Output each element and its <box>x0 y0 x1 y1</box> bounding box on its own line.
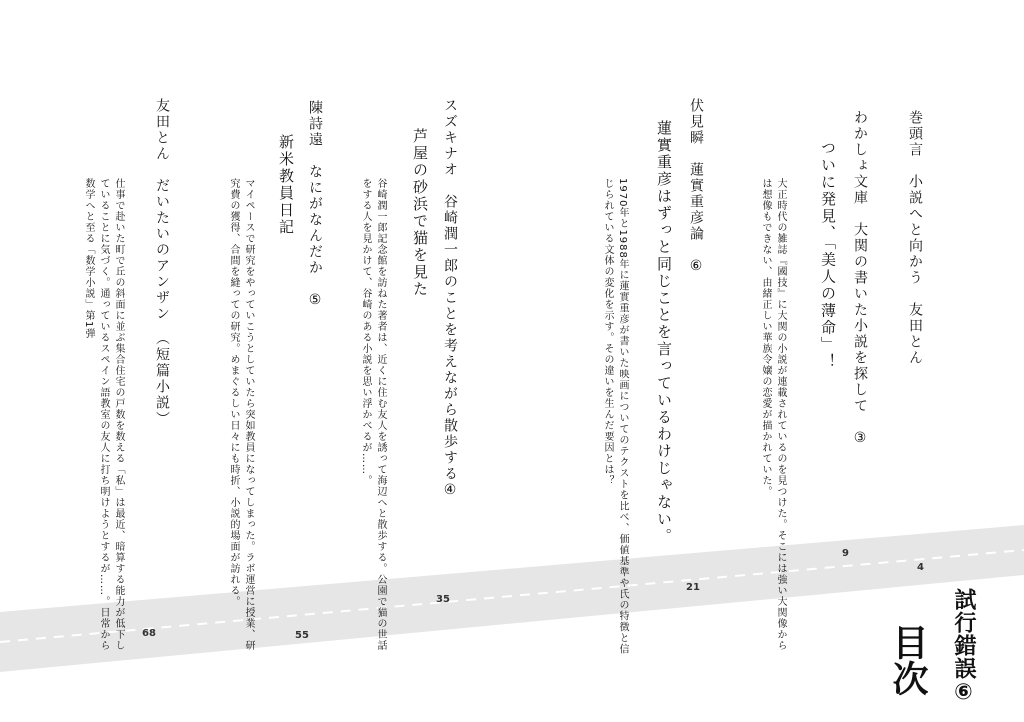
toc-entry-description: 仕事で赴いた町で丘の斜面に並ぶ集合住宅の戸数を数える「私」は最近、暗算する能力が低下していることに気づく。通っているスペイン語教室の友人に打ち明けようとするが……。日常から数学へと至る「数学小説」第1弾 <box>83 178 124 651</box>
page-number: 55 <box>295 630 309 641</box>
page-number: 68 <box>142 628 156 639</box>
page-number: 21 <box>686 582 700 593</box>
toc-entry-title[interactable]: 芦屋の砂浜で猫を見た <box>411 128 429 298</box>
toc-entry-foreword[interactable]: 巻頭言 小説へと向かう 友田とん <box>907 110 923 366</box>
toc-entry-title[interactable]: 蓮實重彦はずっと同じことを言っているわけじゃない。 <box>655 120 673 545</box>
toc-entry-title[interactable]: 新米教員日記 <box>277 134 295 236</box>
issue-title: 試行錯誤⑥ <box>951 588 976 706</box>
toc-entry-author-line[interactable]: 陳詩遠 なにがなんだか ⑤ <box>307 100 323 310</box>
toc-entry-author-line[interactable]: わかしょ文庫 大関の書いた小説を探して ③ <box>852 110 868 448</box>
toc-entry-title[interactable]: ついに発見、「美人の薄命」！ <box>819 140 837 371</box>
toc-heading: 目次 <box>887 624 928 696</box>
toc-entry-description: 谷崎潤一郎記念館を訪ねた著者は、近くに住む友人を誘って海辺へと散歩する。公園で猫の世話をする人を見かけて、谷崎のある小説を思い浮かべるが……。 <box>360 178 386 651</box>
toc-entry-description: マイペースで研究をやっていこうとしていたら突如教員になってしまった。ラボ運営に授業、研究費の獲得、合間を縫っての研究。めまぐるしい日々にも時折、小説的場面が訪れる。 <box>228 178 254 651</box>
toc-entry-author-line[interactable]: スズキナオ 谷崎潤一郎のことを考えながら散歩する④ <box>442 98 458 500</box>
page-number: 4 <box>917 562 924 573</box>
toc-entry-description: 大正時代の雑誌『國技』に大関の小説が連載されているのを見つけた。そこには強い大関像からは想像もできない、由緒正しい華族令嬢の恋愛が描かれていた。 <box>760 178 786 651</box>
page-number: 35 <box>436 594 450 605</box>
toc-entry-author-line[interactable]: 伏見瞬 蓮實重彦論 ⑥ <box>688 98 704 276</box>
page-number: 9 <box>842 548 849 559</box>
toc-entry-author-line[interactable]: 友田とん だいたいのアンザン （短篇小説） <box>154 98 170 427</box>
toc-entry-description: 1970年と1988年に蓮實重彦が書いた映画についてのテクストを比べ、価値基準や氏の特徴と信じられている文体の変化を示す。その違いを生んだ要因とは？ <box>602 178 628 655</box>
